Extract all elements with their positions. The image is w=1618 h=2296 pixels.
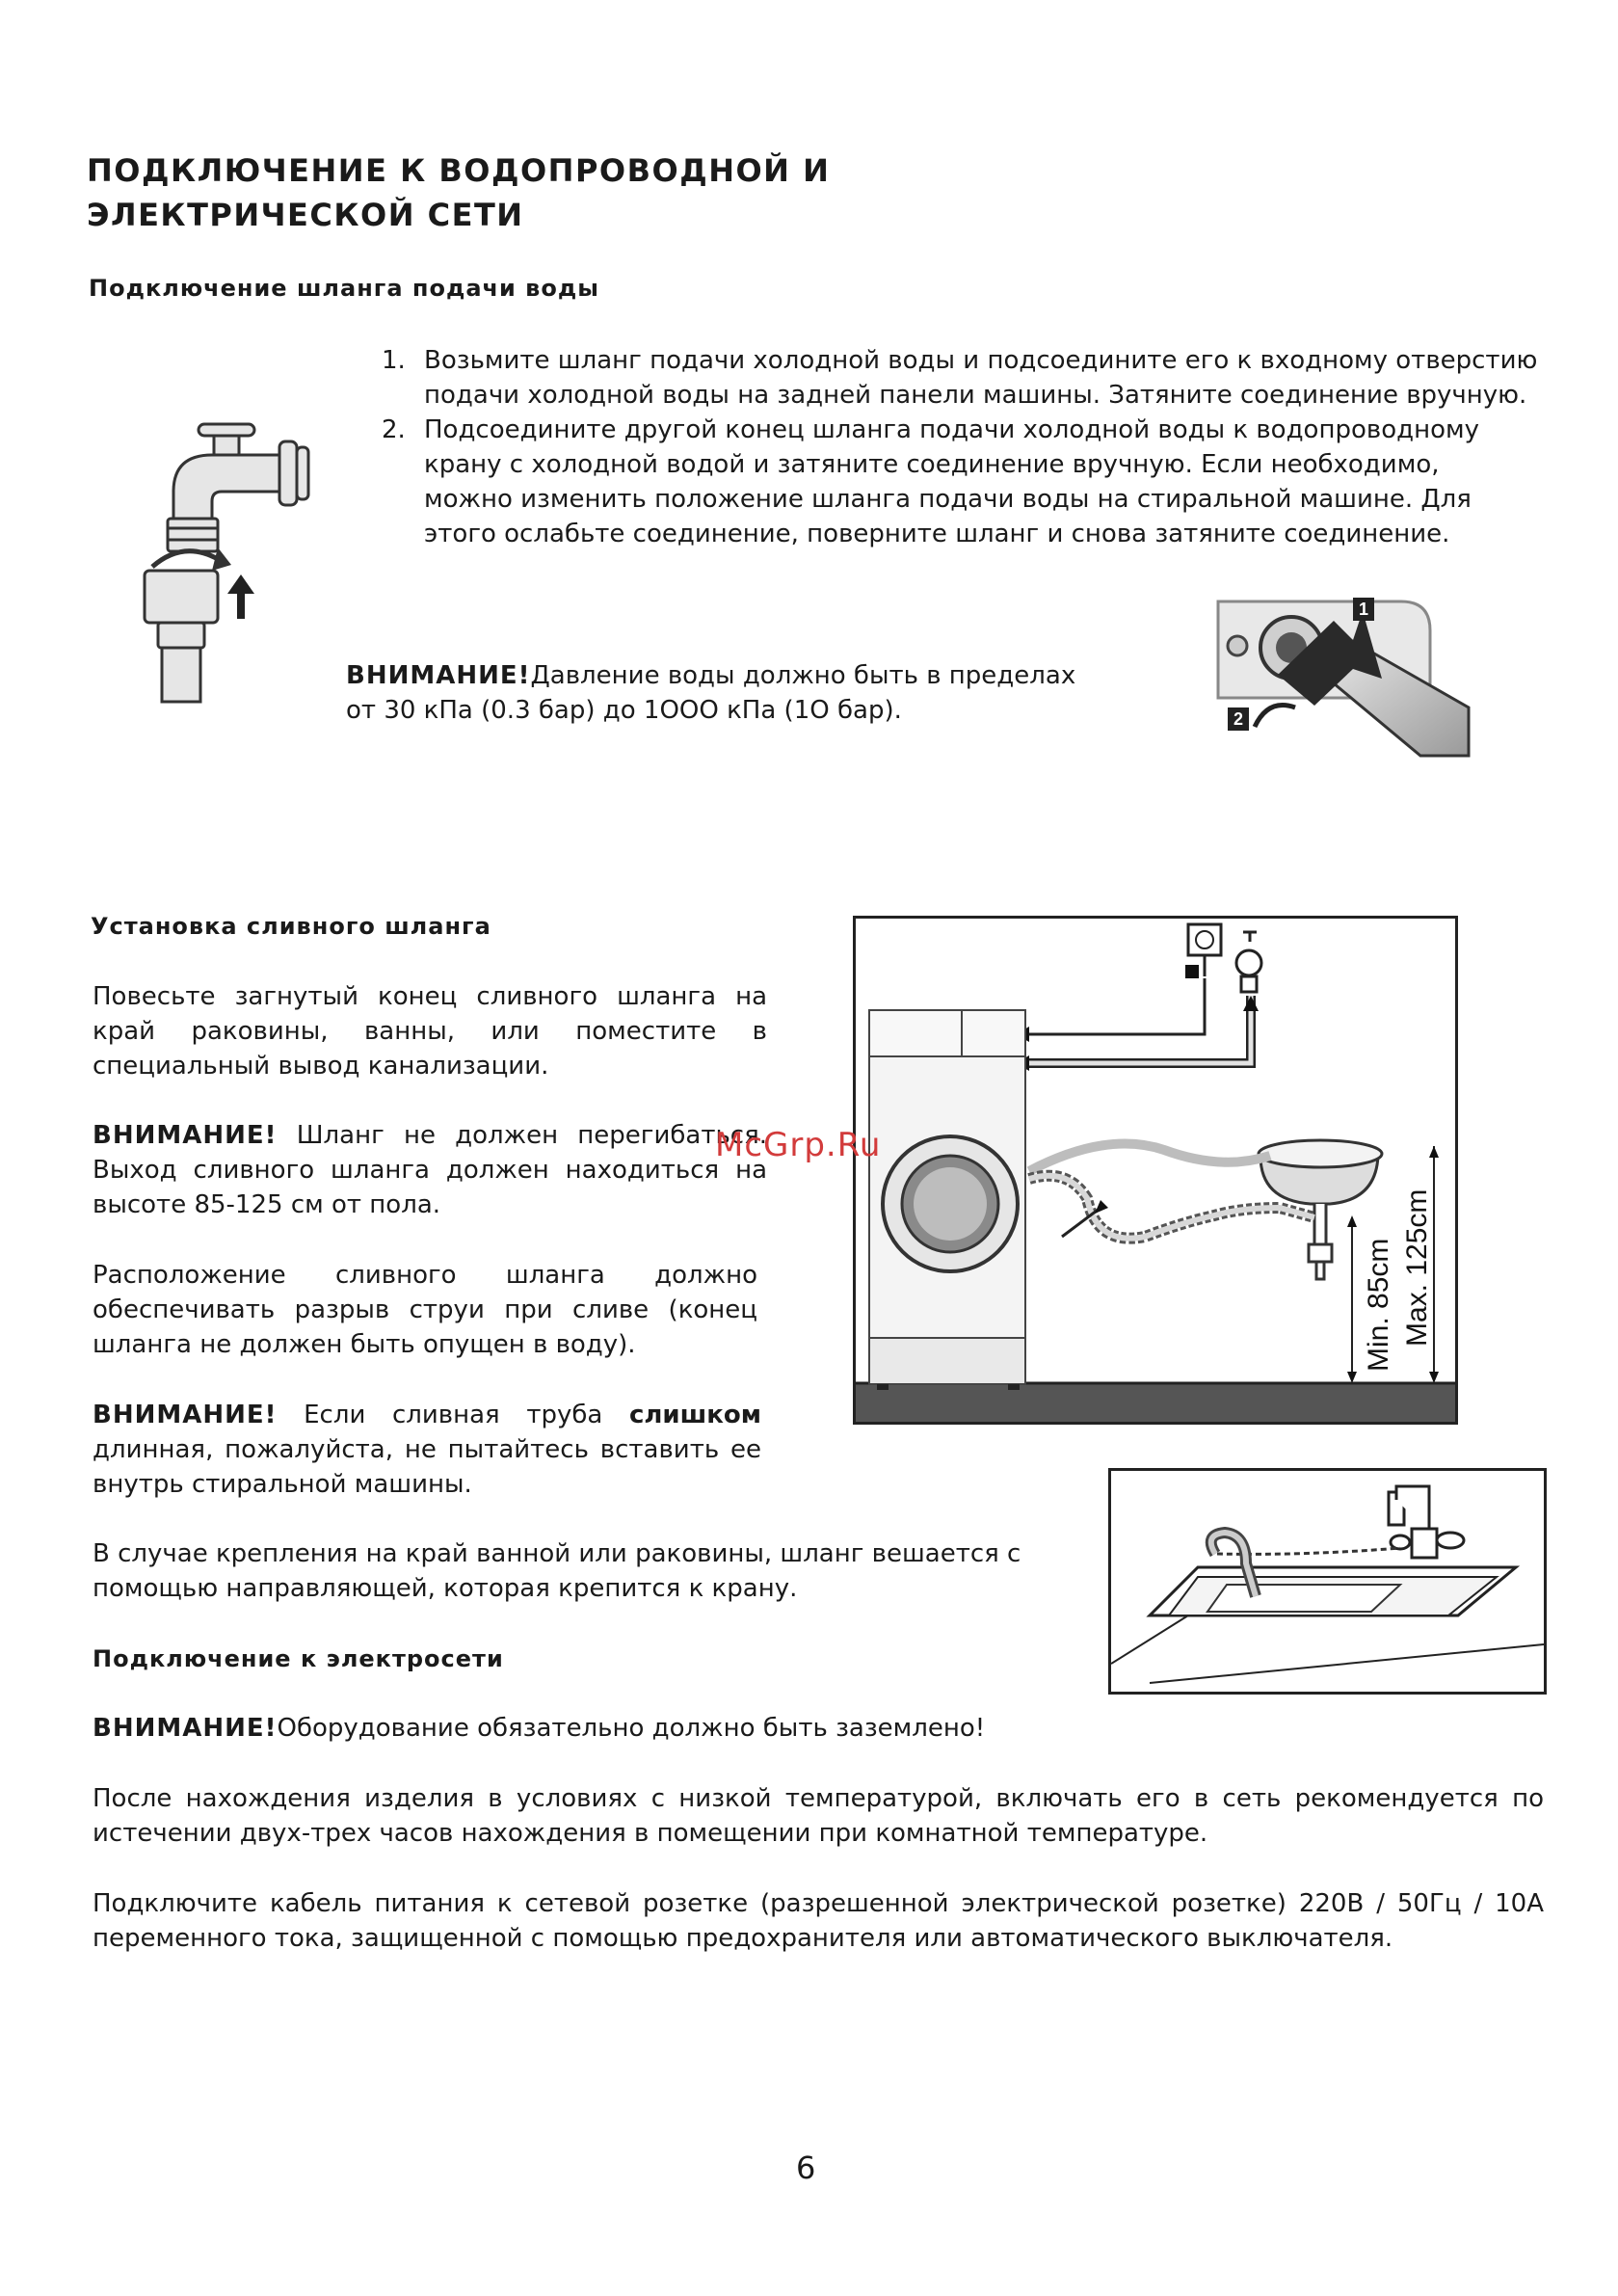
figure-mark-2: 2 [1233,709,1244,729]
electric-paragraph-1: После нахождения изделия в условиях с низкой температурой, включать его в сеть рекомендуется по истечении двух-трех часов нахождения в помещении при комнатной температуре. [93,1784,1544,1848]
drain-warning-1 [93,1118,767,1222]
warning-text: Шланг не должен перегибаться. Выход сливного шланга должен находиться на высоте 85-125 см от пола. [93,1121,767,1219]
rotate-arrow-icon [152,551,218,567]
min-height-label: Min. 85cm [1363,1238,1394,1372]
inlet-heading: Подключение шланга подачи воды [89,275,599,302]
drain-heading: Установка сливного шланга [91,913,491,940]
drain-paragraph-3: В случае крепления на край ванной или раковины, шланг вешается с помощью направляющей, которая крепится к крану. [93,1539,1021,1603]
inlet-steps [382,343,1538,551]
inlet-warning [346,658,1136,728]
water-tap-icon [1236,932,1261,992]
drain-warning-2 [93,1398,761,1502]
step-number: 2. [382,415,406,444]
step-number: 1. [382,346,406,375]
warning-text-2: от 30 кПа (0.3 бар) до 1ООО кПа (1О бар). [346,696,902,725]
inlet-step-2 [382,413,1532,551]
electric-heading: Подключение к электросети [93,1645,504,1672]
warning-emphasis: слишком [628,1401,762,1429]
watermark: McGrp.Ru [715,1126,882,1164]
hose-connection-illustration [1208,563,1478,765]
drain-paragraph-1: Повесьте загнутый конец сливного шланга на край раковины, ванны, или поместите в специальный вывод канализации. [93,982,767,1081]
warning-label: ВНИМАНИЕ! [93,1714,278,1743]
max-height-label: Max. 125cm [1401,1188,1433,1347]
page-title-line2: ЭЛЕКТРИЧЕСКОЙ СЕТИ [87,197,524,233]
page-title [87,148,830,237]
step-text: Подсоедините другой конец шланга подачи холодной воды к водопроводному крану с холодной водой и затяните соединение вручную. Если необходимо, можно изменить положение шланга подачи воды на стиральной машине. Для этого ослабьте соединение, поверните шланг и снова затяните соединение. [424,415,1479,548]
warning-label: ВНИМАНИЕ! [93,1121,278,1150]
electric-warning [93,1711,1442,1746]
tap-illustration [135,405,328,704]
drain-paragraph-2: Расположение сливного шланга должно обеспечивать разрыв струи при сливе (конец шланга не должен быть опущен в воду). [93,1261,757,1359]
warning-label: ВНИМАНИЕ! [93,1401,278,1429]
page-number: 6 [796,2149,816,2186]
warning-text: Давление воды должно быть в пределах [530,661,1076,690]
inlet-step-1 [382,343,1538,413]
warning-label: ВНИМАНИЕ! [346,661,531,690]
step-text: Возьмите шланг подачи холодной воды и подсоедините его к входному отверстию подачи холодной воды на задней панели машины. Затяните соединение вручную. [424,346,1538,410]
warning-text: Оборудование обязательно должно быть заземлено! [277,1714,986,1743]
arrow-up-icon [227,574,254,619]
faucet-icon [1389,1486,1464,1558]
warning-text-cont: длинная, пожалуйста, не пытайтесь вставить ее внутрь стиральной машины. [93,1435,761,1499]
drain-diagram [853,916,1458,1425]
hose-guide-diagram [1108,1468,1547,1695]
electric-paragraph-2: Подключите кабель питания к сетевой розетке (разрешенной электрической розетке) 220В / 50Гц / 10А переменного тока, защищенной с помощью предохранителя или автоматического выключателя. [93,1889,1544,1953]
socket-icon [1188,924,1221,955]
figure-mark-1: 1 [1358,600,1369,619]
warning-text: Если сливная труба [304,1401,603,1429]
page-title-line1: ПОДКЛЮЧЕНИЕ К ВОДОПРОВОДНОЙ И [87,152,831,189]
